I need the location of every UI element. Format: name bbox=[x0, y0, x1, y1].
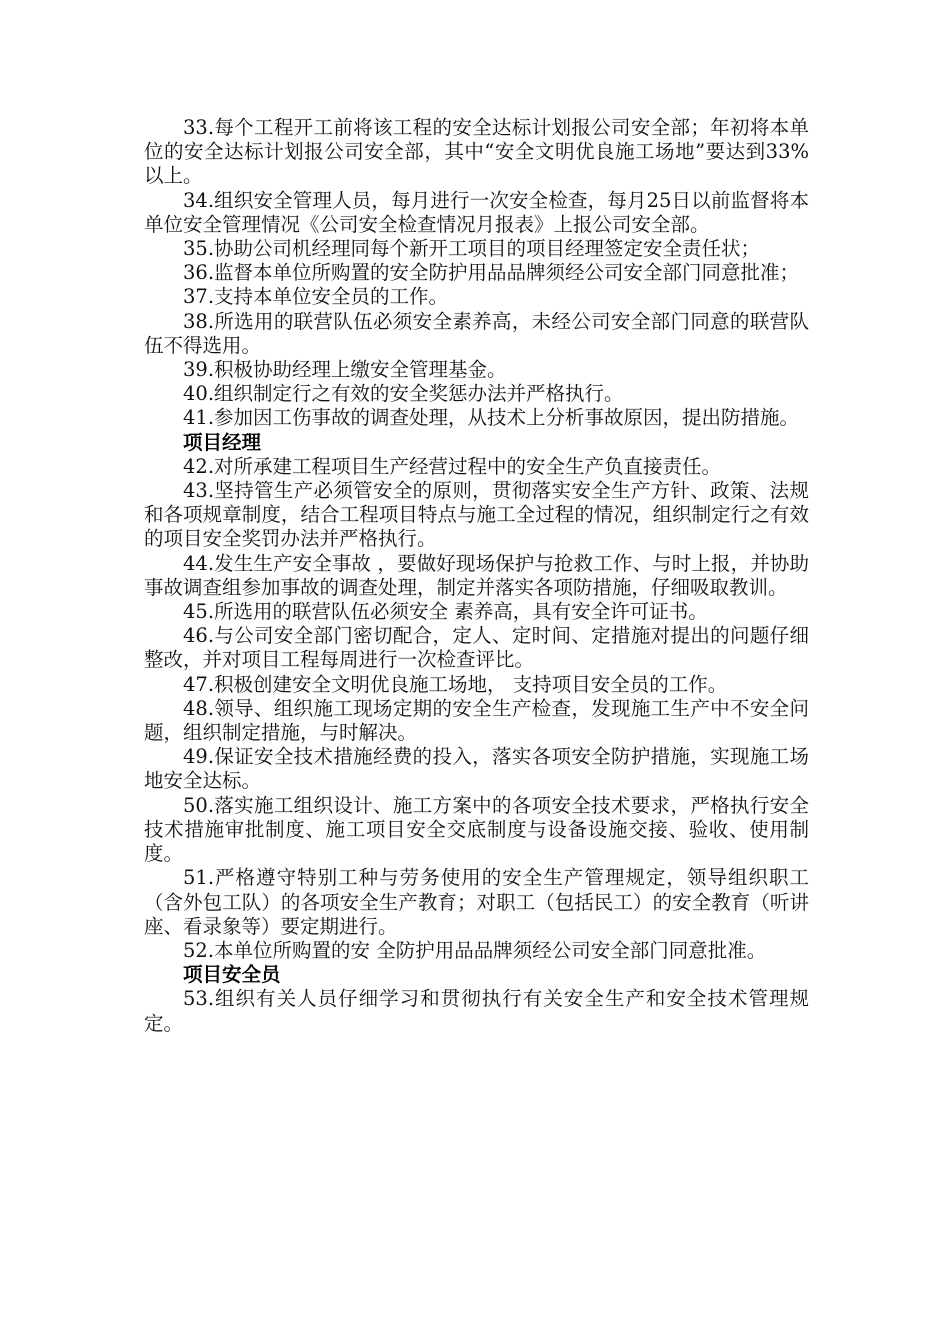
paragraph-43: 43.坚持管生产必须管安全的原则，贯彻落实安全生产方针、政策、法规和各项规章制度，结合工程项目特点与施工全过程的情况，组织制定行之有效的项目安全奖罚办法并严格执行。 bbox=[144, 479, 809, 551]
paragraph-47: 47.积极创建安全文明优良施工场地， 支持项目安全员的工作。 bbox=[183, 672, 728, 696]
paragraph-37: 37.支持本单位安全员的工作。 bbox=[183, 285, 449, 309]
paragraph-35: 35.协助公司机经理同每个新开工项目的项目经理签定安全责任状； bbox=[183, 237, 761, 261]
paragraph-41: 41.参加因工伤事故的调查处理，从技术上分析事故原因，提出防措施。 bbox=[183, 406, 800, 430]
paragraph-36: 36.监督本单位所购置的安全防护用品品牌须经公司安全部门同意批准； bbox=[183, 261, 800, 285]
paragraph-34: 34.组织安全管理人员，每月进行一次安全检查，每月25日以前监督将本单位安全管理情况《公司安全检查情况月报表》上报公司安全部。 bbox=[144, 188, 809, 236]
section-heading-project-manager: 项目经理 bbox=[183, 430, 262, 454]
paragraph-53: 53.组织有关人员仔细学习和贯彻执行有关安全生产和安全技术管理规定。 bbox=[144, 987, 809, 1035]
document-body bbox=[144, 116, 809, 1036]
paragraph-51: 51.严格遵守特别工种与劳务使用的安全生产管理规定，领导组织职工（含外包工队）的各项安全生产教育；对职工（包括民工）的安全教育（听讲座、看录象等）要定期进行。 bbox=[144, 866, 809, 938]
section-heading-project-safety-officer: 项目安全员 bbox=[183, 963, 281, 987]
paragraph-33: 33.每个工程开工前将该工程的安全达标计划报公司安全部；年初将本单位的安全达标计划报公司安全部，其中“安全文明优良施工场地”要达到33%以上。 bbox=[144, 116, 809, 188]
paragraph-42: 42.对所承建工程项目生产经营过程中的安全生产负直接责任。 bbox=[183, 454, 722, 478]
paragraph-44: 44.发生生产安全事故 ，要做好现场保护与抢救工作、与时上报，并协助事故调查组参加事故的调查处理，制定并落实各项防措施，仔细吸取教训。 bbox=[144, 551, 809, 599]
paragraph-48: 48.领导、组织施工现场定期的安全生产检查，发现施工生产中不安全问题，组织制定措施，与时解决。 bbox=[144, 696, 809, 745]
paragraph-46: 46.与公司安全部门密切配合，定人、定时间、定措施对提出的问题仔细整改，并对项目工程每周进行一次检查评比。 bbox=[144, 624, 809, 672]
paragraph-40: 40.组织制定行之有效的安全奖惩办法并严格执行。 bbox=[183, 382, 624, 406]
paragraph-38: 38.所选用的联营队伍必须安全素养高，未经公司安全部门同意的联营队伍不得选用。 bbox=[144, 309, 809, 357]
paragraph-49: 49.保证安全技术措施经费的投入，落实各项安全防护措施，实现施工场地安全达标。 bbox=[144, 745, 809, 793]
paragraph-52: 52.本单位所购置的安 全防护用品品牌须经公司安全部门同意批准。 bbox=[183, 938, 767, 962]
paragraph-39: 39.积极协助经理上缴安全管理基金。 bbox=[183, 358, 507, 382]
paragraph-50: 50.落实施工组织设计、施工方案中的各项安全技术要求，严格执行安全技术措施审批制度、施工项目安全交底制度与设备设施交接、验收、使用制度。 bbox=[144, 793, 809, 866]
paragraph-45: 45.所选用的联营队伍必须安全 素养高，具有安全许可证书。 bbox=[183, 600, 708, 624]
